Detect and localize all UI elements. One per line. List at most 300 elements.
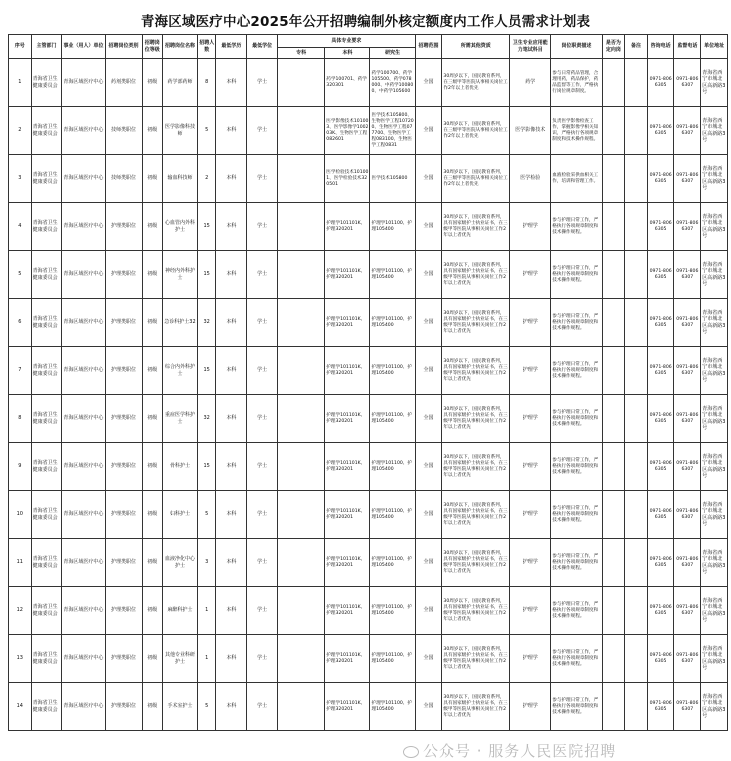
cell-zk [278, 347, 325, 395]
cell-phone: 0971-8066305 [647, 395, 674, 443]
watermark [403, 740, 616, 761]
cell-seq: 7 [9, 347, 32, 395]
cell-yjs: 护理学101100、护理105400 [370, 251, 415, 299]
cell-edu: 本科 [216, 59, 247, 107]
cell-zk [278, 635, 325, 683]
cell-yjs: 护理学101100、护理105400 [370, 539, 415, 587]
cell-dept: 青海省卫生健康委员会 [31, 635, 62, 683]
cell-degree: 学士 [247, 347, 278, 395]
cell-post: 手术室护士 [163, 683, 198, 731]
cell-duty: 负责医学影像检查工作，掌握影像学相关知识，严格执行各项规章制度和技术操作规程。 [551, 107, 602, 155]
cell-unit: 青海区域医疗中心 [62, 107, 105, 155]
table-row [9, 251, 728, 299]
cell-edu: 本科 [216, 347, 247, 395]
cell-degree: 学士 [247, 299, 278, 347]
cell-degree: 学士 [247, 107, 278, 155]
cell-cat: 护理类职位 [105, 635, 142, 683]
cell-unit: 青海区域医疗中心 [62, 347, 105, 395]
cell-degree: 学士 [247, 251, 278, 299]
cell-unit: 青海区域医疗中心 [62, 395, 105, 443]
cell-post: 综合内外科护士 [163, 347, 198, 395]
cell-post: 心血管内外科护士 [163, 203, 198, 251]
cell-cat: 护理类职位 [105, 395, 142, 443]
cell-scope: 全国 [415, 443, 442, 491]
cell-post: 神经内外科护士 [163, 251, 198, 299]
col-num: 招聘人数 [197, 35, 215, 59]
page-title: 青海区域医疗中心2025年公开招聘编制外核定额度内工作人员需求计划表 [140, 14, 591, 30]
col-unit: 事业（用人）单位 [62, 35, 105, 59]
cell-cat: 技师类职位 [105, 155, 142, 203]
cell-scope: 全国 [415, 299, 442, 347]
cell-note [625, 587, 648, 635]
cell-other: 30周岁以下，国民教育系列，具有国家级护士执业证书，在三级甲等医院从事相关岗位工作2年以上者优先 [442, 299, 510, 347]
cell-sup: 0971-8066307 [674, 347, 701, 395]
cell-sup: 0971-8066307 [674, 155, 701, 203]
cell-num: 5 [197, 491, 215, 539]
cell-ratio [602, 395, 625, 443]
table-row [9, 395, 728, 443]
cell-seq: 3 [9, 155, 32, 203]
cell-addr: 青海省西宁市城北区高新路3号 [701, 59, 728, 107]
cell-dept: 青海省卫生健康委员会 [31, 443, 62, 491]
col-cat: 招聘岗位类别 [105, 35, 142, 59]
cell-addr: 青海省西宁市城北区高新路3号 [701, 155, 728, 203]
cell-unit: 青海区域医疗中心 [62, 59, 105, 107]
cell-post: 血液净化中心护士 [163, 539, 198, 587]
cell-post: 医学影像科技师 [163, 107, 198, 155]
cell-phone: 0971-8066305 [647, 491, 674, 539]
cell-num: 32 [197, 395, 215, 443]
cell-ratio [602, 683, 625, 731]
cell-scope: 全国 [415, 491, 442, 539]
cell-yjs: 护理学101100、护理105400 [370, 395, 415, 443]
cell-degree: 学士 [247, 683, 278, 731]
table-row [9, 299, 728, 347]
cell-seq: 4 [9, 203, 32, 251]
col-major-bk: 本科 [325, 48, 370, 59]
cell-addr: 青海省西宁市城北区高新路3号 [701, 491, 728, 539]
cell-bk: 药学100701、药学320301 [325, 59, 370, 107]
cell-bk: 护理学101101K、护理320201 [325, 395, 370, 443]
cell-exam: 医学检验 [510, 155, 551, 203]
cell-scope: 全国 [415, 587, 442, 635]
cell-level: 初级 [142, 299, 163, 347]
cell-degree: 学士 [247, 491, 278, 539]
cell-num: 3 [197, 539, 215, 587]
cell-dept: 青海省卫生健康委员会 [31, 203, 62, 251]
table-row [9, 107, 728, 155]
col-addr: 单位地址 [701, 35, 728, 59]
cell-yjs: 护理学101100、护理105400 [370, 203, 415, 251]
cell-level: 初级 [142, 155, 163, 203]
cell-sup: 0971-8066307 [674, 491, 701, 539]
cell-edu: 本科 [216, 251, 247, 299]
cell-dept: 青海省卫生健康委员会 [31, 155, 62, 203]
cell-dept: 青海省卫生健康委员会 [31, 251, 62, 299]
cell-cat: 护理类职位 [105, 203, 142, 251]
col-edu: 最低学历 [216, 35, 247, 59]
cell-num: 15 [197, 203, 215, 251]
cell-zk [278, 587, 325, 635]
cell-exam: 药学 [510, 59, 551, 107]
cell-unit: 青海区域医疗中心 [62, 587, 105, 635]
cell-exam: 护理学 [510, 347, 551, 395]
cell-dept: 青海省卫生健康委员会 [31, 491, 62, 539]
cell-duty: 参与护理日常工作，严格执行各项规章制度和技术操作规程。 [551, 491, 602, 539]
cell-edu: 本科 [216, 299, 247, 347]
cell-exam: 医学影像技术 [510, 107, 551, 155]
cell-num: 5 [197, 683, 215, 731]
cell-addr: 青海省西宁市城北区高新路3号 [701, 587, 728, 635]
cell-duty: 参与护理日常工作，严格执行各项规章制度和技术操作规程。 [551, 395, 602, 443]
cell-cat: 技师类职位 [105, 107, 142, 155]
cell-num: 1 [197, 635, 215, 683]
cell-zk [278, 203, 325, 251]
cell-note [625, 635, 648, 683]
cell-exam: 护理学 [510, 251, 551, 299]
cell-seq: 8 [9, 395, 32, 443]
cell-yjs: 护理学101100、护理105400 [370, 491, 415, 539]
cell-other: 30周岁以下，国民教育系列，在三级甲等医院从事相关岗位工作2年以上者优先 [442, 155, 510, 203]
cell-other: 30周岁以下，国民教育系列，具有国家级护士执业证书，在三级甲等医院从事相关岗位工作2年以上者优先 [442, 587, 510, 635]
cell-bk: 护理学101101K、护理320201 [325, 491, 370, 539]
cell-edu: 本科 [216, 491, 247, 539]
cell-dept: 青海省卫生健康委员会 [31, 539, 62, 587]
cell-other: 30周岁以下，国民教育系列，具有国家级护士执业证书，在三级甲等医院从事相关岗位工作2年以上者优先 [442, 491, 510, 539]
cell-sup: 0971-8066307 [674, 59, 701, 107]
cell-ratio [602, 203, 625, 251]
cell-cat: 药剂类职位 [105, 59, 142, 107]
cell-zk [278, 299, 325, 347]
cell-level: 初级 [142, 395, 163, 443]
cell-level: 初级 [142, 539, 163, 587]
table-row [9, 539, 728, 587]
cell-addr: 青海省西宁市城北区高新路3号 [701, 347, 728, 395]
cell-bk: 医学影像技术101003、医学影像学100203K、生物医学工程082601 [325, 107, 370, 155]
cell-phone: 0971-8066305 [647, 539, 674, 587]
cell-unit: 青海区域医疗中心 [62, 635, 105, 683]
cell-degree: 学士 [247, 155, 278, 203]
cell-num: 15 [197, 347, 215, 395]
cell-note [625, 299, 648, 347]
watermark-text: 公众号 · 服务人民医院招聘 [423, 742, 617, 760]
cell-duty: 参与护理日常工作，严格执行各项规章制度和技术操作规程。 [551, 347, 602, 395]
cell-unit: 青海区域医疗中心 [62, 299, 105, 347]
col-exam: 卫生专业应用能力笔试科目 [510, 35, 551, 59]
cell-dept: 青海省卫生健康委员会 [31, 395, 62, 443]
cell-edu: 本科 [216, 539, 247, 587]
cell-degree: 学士 [247, 635, 278, 683]
cell-exam: 护理学 [510, 395, 551, 443]
table-row [9, 635, 728, 683]
table-body [9, 59, 728, 731]
cell-degree: 学士 [247, 443, 278, 491]
cell-other: 30周岁以下，国民教育系列，在三级甲等医院从事相关岗位工作2年以上者优先 [442, 107, 510, 155]
cell-other: 30周岁以下，国民教育系列，具有国家级护士执业证书，在三级甲等医院从事相关岗位工作2年以上者优先 [442, 395, 510, 443]
cell-phone: 0971-8066305 [647, 347, 674, 395]
cell-dept: 青海省卫生健康委员会 [31, 107, 62, 155]
cell-seq: 14 [9, 683, 32, 731]
cell-exam: 护理学 [510, 299, 551, 347]
cell-scope: 全国 [415, 107, 442, 155]
cell-seq: 10 [9, 491, 32, 539]
cell-addr: 青海省西宁市城北区高新路3号 [701, 539, 728, 587]
cell-ratio [602, 107, 625, 155]
cell-duty: 参与护理日常工作，严格执行各项规章制度和技术操作规程。 [551, 443, 602, 491]
cell-phone: 0971-8066305 [647, 683, 674, 731]
cell-scope: 全国 [415, 395, 442, 443]
col-level: 招聘岗位等级 [142, 35, 163, 59]
cell-seq: 5 [9, 251, 32, 299]
cell-edu: 本科 [216, 443, 247, 491]
cell-addr: 青海省西宁市城北区高新路3号 [701, 107, 728, 155]
col-major: 具体专业要求 [278, 35, 416, 48]
cell-cat: 护理类职位 [105, 539, 142, 587]
table-row [9, 203, 728, 251]
cell-unit: 青海区域医疗中心 [62, 491, 105, 539]
cell-sup: 0971-8066307 [674, 299, 701, 347]
cell-degree: 学士 [247, 395, 278, 443]
cell-dept: 青海省卫生健康委员会 [31, 587, 62, 635]
cell-note [625, 395, 648, 443]
cell-duty: 参与护理日常工作，严格执行各项规章制度和技术操作规程。 [551, 539, 602, 587]
cell-zk [278, 155, 325, 203]
cell-note [625, 59, 648, 107]
col-note: 备注 [625, 35, 648, 59]
cell-edu: 本科 [216, 587, 247, 635]
cell-edu: 本科 [216, 683, 247, 731]
cell-bk: 护理学101101K、护理320201 [325, 299, 370, 347]
table-row [9, 491, 728, 539]
cell-addr: 青海省西宁市城北区高新路3号 [701, 683, 728, 731]
cell-sup: 0971-8066307 [674, 107, 701, 155]
col-seq: 序号 [9, 35, 32, 59]
cell-level: 初级 [142, 251, 163, 299]
wechat-logo-icon [403, 746, 419, 758]
cell-other: 30周岁以下，国民教育系列，在三级甲等医院从事相关岗位工作2年以上者优先 [442, 59, 510, 107]
cell-dept: 青海省卫生健康委员会 [31, 59, 62, 107]
cell-other: 30周岁以下，国民教育系列，具有国家级护士执业证书，在三级甲等医院从事相关岗位工作2年以上者优先 [442, 635, 510, 683]
cell-duty: 参与护理日常工作，严格执行各项规章制度和技术操作规程。 [551, 203, 602, 251]
cell-post: 骨科护士 [163, 443, 198, 491]
cell-sup: 0971-8066307 [674, 587, 701, 635]
cell-addr: 青海省西宁市城北区高新路3号 [701, 635, 728, 683]
cell-ratio [602, 155, 625, 203]
cell-post: 药学部药师 [163, 59, 198, 107]
cell-ratio [602, 251, 625, 299]
cell-exam: 护理学 [510, 683, 551, 731]
cell-unit: 青海区域医疗中心 [62, 203, 105, 251]
cell-duty: 参与护理日常工作，严格执行各项规章制度和技术操作规程。 [551, 299, 602, 347]
cell-num: 8 [197, 59, 215, 107]
cell-cat: 护理类职位 [105, 491, 142, 539]
cell-num: 15 [197, 251, 215, 299]
cell-sup: 0971-8066307 [674, 395, 701, 443]
cell-phone: 0971-8066305 [647, 203, 674, 251]
cell-level: 初级 [142, 587, 163, 635]
cell-degree: 学士 [247, 59, 278, 107]
cell-post: 重症医学科护士 [163, 395, 198, 443]
cell-num: 32 [197, 299, 215, 347]
cell-seq: 11 [9, 539, 32, 587]
cell-level: 初级 [142, 347, 163, 395]
cell-exam: 护理学 [510, 587, 551, 635]
cell-zk [278, 107, 325, 155]
col-scope: 招聘范围 [415, 35, 442, 59]
cell-ratio [602, 491, 625, 539]
cell-post: 急诊科护士32 [163, 299, 198, 347]
cell-note [625, 107, 648, 155]
cell-cat: 护理类职位 [105, 299, 142, 347]
cell-degree: 学士 [247, 203, 278, 251]
cell-scope: 全国 [415, 251, 442, 299]
cell-note [625, 155, 648, 203]
recruitment-table [8, 34, 728, 731]
col-duty: 岗位职责描述 [551, 35, 602, 59]
cell-zk [278, 443, 325, 491]
cell-phone: 0971-8066305 [647, 107, 674, 155]
cell-phone: 0971-8066305 [647, 635, 674, 683]
cell-exam: 护理学 [510, 443, 551, 491]
col-degree: 最低学位 [247, 35, 278, 59]
cell-unit: 青海区域医疗中心 [62, 155, 105, 203]
cell-cat: 护理类职位 [105, 587, 142, 635]
cell-bk: 护理学101101K、护理320201 [325, 203, 370, 251]
cell-other: 30周岁以下，国民教育系列，具有国家级护士执业证书，在三级甲等医院从事相关岗位工作2年以上者优先 [442, 539, 510, 587]
cell-sup: 0971-8066307 [674, 203, 701, 251]
cell-zk [278, 683, 325, 731]
cell-edu: 本科 [216, 155, 247, 203]
col-major-zk: 专科 [278, 48, 325, 59]
cell-other: 30周岁以下，国民教育系列，具有国家级护士执业证书，在三级甲等医院从事相关岗位工作2年以上者优先 [442, 347, 510, 395]
cell-unit: 青海区域医疗中心 [62, 443, 105, 491]
cell-seq: 13 [9, 635, 32, 683]
cell-seq: 1 [9, 59, 32, 107]
cell-scope: 全国 [415, 155, 442, 203]
cell-seq: 6 [9, 299, 32, 347]
cell-yjs: 护理学101100、护理105400 [370, 587, 415, 635]
cell-level: 初级 [142, 491, 163, 539]
cell-ratio [602, 443, 625, 491]
cell-addr: 青海省西宁市城北区高新路3号 [701, 251, 728, 299]
cell-duty: 参与护理日常工作，严格执行各项规章制度和技术操作规程。 [551, 587, 602, 635]
cell-edu: 本科 [216, 635, 247, 683]
cell-addr: 青海省西宁市城北区高新路3号 [701, 203, 728, 251]
cell-sup: 0971-8066307 [674, 635, 701, 683]
table-row [9, 587, 728, 635]
col-major-yjs: 研究生 [370, 48, 415, 59]
cell-scope: 全国 [415, 683, 442, 731]
cell-duty: 参与护理日常工作，严格执行各项规章制度和技术操作规程。 [551, 635, 602, 683]
cell-cat: 护理类职位 [105, 251, 142, 299]
cell-yjs: 护理学101100、护理105400 [370, 635, 415, 683]
cell-num: 1 [197, 587, 215, 635]
cell-yjs: 药学100700、药学105500、药学078000、中药学100800、中药学105600 [370, 59, 415, 107]
cell-post: 麻醉科护士 [163, 587, 198, 635]
cell-edu: 本科 [216, 203, 247, 251]
cell-post: 其他专业科研护士 [163, 635, 198, 683]
cell-yjs: 护理学101100、护理105400 [370, 347, 415, 395]
cell-zk [278, 491, 325, 539]
cell-note [625, 347, 648, 395]
cell-exam: 护理学 [510, 491, 551, 539]
table-row [9, 347, 728, 395]
table-row [9, 683, 728, 731]
cell-sup: 0971-8066307 [674, 683, 701, 731]
cell-level: 初级 [142, 59, 163, 107]
cell-bk: 护理学101101K、护理320201 [325, 683, 370, 731]
cell-duty: 参与日常药品管理，合理用药，药品保护，药品监督等工作，严格执行岗位规章制度。 [551, 59, 602, 107]
cell-bk: 护理学101101K、护理320201 [325, 635, 370, 683]
cell-bk: 护理学101101K、护理320201 [325, 251, 370, 299]
cell-zk [278, 59, 325, 107]
cell-phone: 0971-8066305 [647, 59, 674, 107]
cell-scope: 全国 [415, 539, 442, 587]
cell-note [625, 203, 648, 251]
cell-seq: 12 [9, 587, 32, 635]
cell-ratio [602, 59, 625, 107]
cell-exam: 护理学 [510, 635, 551, 683]
cell-edu: 本科 [216, 107, 247, 155]
cell-phone: 0971-8066305 [647, 155, 674, 203]
table-row [9, 59, 728, 107]
cell-duty: 参与护理日常工作，严格执行各项规章制度和技术操作规程。 [551, 251, 602, 299]
cell-note [625, 683, 648, 731]
col-ratio: 是否为定向岗 [602, 35, 625, 59]
cell-phone: 0971-8066305 [647, 251, 674, 299]
header-row [9, 35, 728, 48]
cell-num: 2 [197, 155, 215, 203]
cell-yjs: 医学技术105800 [370, 155, 415, 203]
cell-cat: 护理类职位 [105, 347, 142, 395]
cell-seq: 2 [9, 107, 32, 155]
cell-post: 输血科技师 [163, 155, 198, 203]
col-post: 招聘岗位名称 [163, 35, 198, 59]
cell-degree: 学士 [247, 587, 278, 635]
cell-other: 30周岁以下，国民教育系列，具有国家级护士执业证书，在三级甲等医院从事相关岗位工作2年以上者优先 [442, 683, 510, 731]
cell-addr: 青海省西宁市城北区高新路3号 [701, 443, 728, 491]
cell-phone: 0971-8066305 [647, 443, 674, 491]
cell-bk: 护理学101101K、护理320201 [325, 539, 370, 587]
cell-cat: 护理类职位 [105, 683, 142, 731]
cell-scope: 全国 [415, 347, 442, 395]
cell-duty: 参与护理日常工作，严格执行各项规章制度和技术操作规程。 [551, 683, 602, 731]
cell-seq: 9 [9, 443, 32, 491]
cell-addr: 青海省西宁市城北区高新路3号 [701, 299, 728, 347]
cell-bk: 护理学101101K、护理320201 [325, 347, 370, 395]
cell-ratio [602, 347, 625, 395]
cell-sup: 0971-8066307 [674, 443, 701, 491]
cell-sup: 0971-8066307 [674, 539, 701, 587]
cell-bk: 护理学101101K、护理320201 [325, 443, 370, 491]
cell-num: 15 [197, 443, 215, 491]
cell-ratio [602, 539, 625, 587]
col-phone: 咨询电话 [647, 35, 674, 59]
cell-bk: 护理学101101K、护理320201 [325, 587, 370, 635]
cell-scope: 全国 [415, 203, 442, 251]
cell-num: 5 [197, 107, 215, 155]
cell-yjs: 医学技术105800、生物医学工程107200、生物医学工程077700、生物医学工程083100、生物医学工程0831 [370, 107, 415, 155]
cell-post: 妇科护士 [163, 491, 198, 539]
cell-cat: 护理类职位 [105, 443, 142, 491]
cell-phone: 0971-8066305 [647, 587, 674, 635]
cell-scope: 全国 [415, 635, 442, 683]
cell-level: 初级 [142, 203, 163, 251]
cell-dept: 青海省卫生健康委员会 [31, 347, 62, 395]
cell-zk [278, 395, 325, 443]
cell-note [625, 443, 648, 491]
cell-ratio [602, 299, 625, 347]
